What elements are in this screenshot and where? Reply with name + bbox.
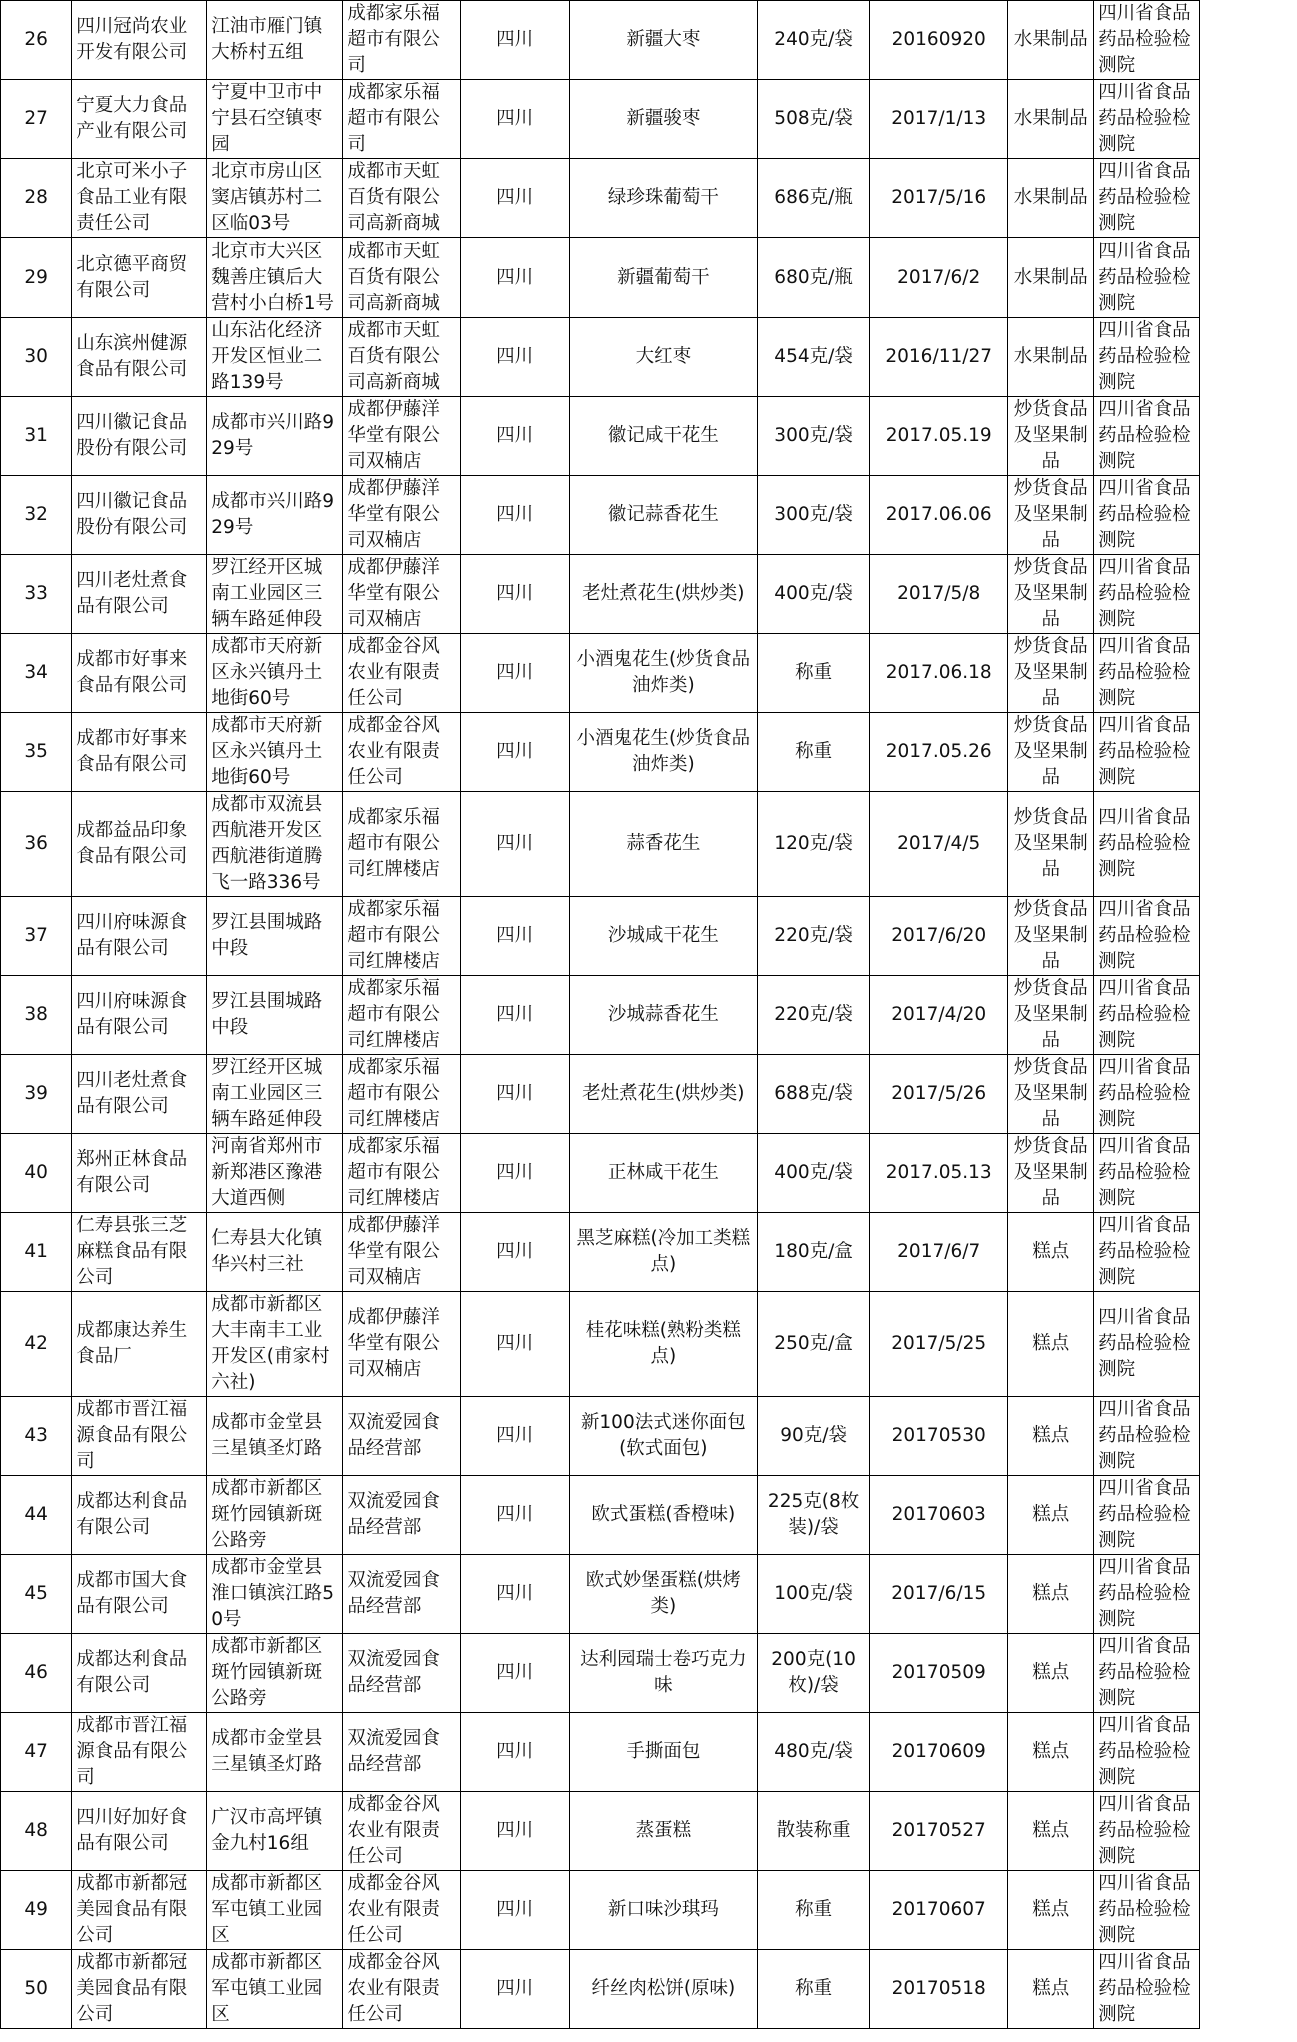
sampled-unit-cell: 双流爱园食品经营部 <box>343 1634 460 1713</box>
testing-institution-cell: 四川省食品药品检验检测院 <box>1094 976 1200 1055</box>
specification-cell: 508克/袋 <box>758 80 870 159</box>
production-date-cell: 2016/11/27 <box>870 318 1008 397</box>
province-cell: 四川 <box>460 713 569 792</box>
production-date-cell: 2017/5/25 <box>870 1292 1008 1397</box>
row-number-cell: 49 <box>1 1871 72 1950</box>
manufacturer-address-cell: 成都市金堂县淮口镇滨江路50号 <box>207 1555 343 1634</box>
sampled-unit-cell: 双流爱园食品经营部 <box>343 1397 460 1476</box>
testing-institution-cell: 四川省食品药品检验检测院 <box>1094 1476 1200 1555</box>
sampled-unit-cell: 成都伊藤洋华堂有限公司双楠店 <box>343 1292 460 1397</box>
manufacturer-cell: 宁夏大力食品产业有限公司 <box>72 80 207 159</box>
specification-cell: 240克/袋 <box>758 1 870 80</box>
food-category-cell: 炒货食品及坚果制品 <box>1008 1055 1094 1134</box>
sampled-unit-cell: 成都家乐福超市有限公司红牌楼店 <box>343 976 460 1055</box>
manufacturer-cell: 成都市好事来食品有限公司 <box>72 713 207 792</box>
manufacturer-address-cell: 江油市雁门镇大桥村五组 <box>207 1 343 80</box>
testing-institution-cell: 四川省食品药品检验检测院 <box>1094 1950 1200 2029</box>
food-category-cell: 炒货食品及坚果制品 <box>1008 713 1094 792</box>
food-category-cell: 炒货食品及坚果制品 <box>1008 792 1094 897</box>
food-category-cell: 糕点 <box>1008 1792 1094 1871</box>
testing-institution-cell: 四川省食品药品检验检测院 <box>1094 1134 1200 1213</box>
table-body <box>1 1 1200 2029</box>
row-number-cell: 37 <box>1 897 72 976</box>
table-row <box>1 1 1200 80</box>
specification-cell: 称重 <box>758 1950 870 2029</box>
province-cell: 四川 <box>460 1397 569 1476</box>
specification-cell: 称重 <box>758 713 870 792</box>
product-name-cell: 绿珍珠葡萄干 <box>569 159 757 238</box>
manufacturer-cell: 郑州正林食品有限公司 <box>72 1134 207 1213</box>
manufacturer-cell: 成都市晋江福源食品有限公司 <box>72 1397 207 1476</box>
table-row <box>1 792 1200 897</box>
sampled-unit-cell: 成都金谷风农业有限责任公司 <box>343 1950 460 2029</box>
product-name-cell: 黑芝麻糕(冷加工类糕点) <box>569 1213 757 1292</box>
manufacturer-address-cell: 仁寿县大化镇华兴村三社 <box>207 1213 343 1292</box>
manufacturer-address-cell: 罗江县围城路中段 <box>207 976 343 1055</box>
specification-cell: 250克/盒 <box>758 1292 870 1397</box>
specification-cell: 225克(8枚装)/袋 <box>758 1476 870 1555</box>
production-date-cell: 20170603 <box>870 1476 1008 1555</box>
food-category-cell: 糕点 <box>1008 1634 1094 1713</box>
product-name-cell: 欧式蛋糕(香橙味) <box>569 1476 757 1555</box>
production-date-cell: 2017.05.19 <box>870 397 1008 476</box>
province-cell: 四川 <box>460 1213 569 1292</box>
sampled-unit-cell: 成都伊藤洋华堂有限公司双楠店 <box>343 555 460 634</box>
specification-cell: 400克/袋 <box>758 555 870 634</box>
table-row <box>1 397 1200 476</box>
production-date-cell: 2017.05.26 <box>870 713 1008 792</box>
specification-cell: 220克/袋 <box>758 976 870 1055</box>
province-cell: 四川 <box>460 897 569 976</box>
sampled-unit-cell: 双流爱园食品经营部 <box>343 1476 460 1555</box>
specification-cell: 180克/盒 <box>758 1213 870 1292</box>
manufacturer-address-cell: 成都市新都区斑竹园镇新斑公路旁 <box>207 1634 343 1713</box>
row-number-cell: 48 <box>1 1792 72 1871</box>
specification-cell: 称重 <box>758 634 870 713</box>
testing-institution-cell: 四川省食品药品检验检测院 <box>1094 476 1200 555</box>
province-cell: 四川 <box>460 634 569 713</box>
specification-cell: 454克/袋 <box>758 318 870 397</box>
row-number-cell: 33 <box>1 555 72 634</box>
testing-institution-cell: 四川省食品药品检验检测院 <box>1094 1213 1200 1292</box>
table-row <box>1 1397 1200 1476</box>
testing-institution-cell: 四川省食品药品检验检测院 <box>1094 1792 1200 1871</box>
row-number-cell: 26 <box>1 1 72 80</box>
sampled-unit-cell: 成都金谷风农业有限责任公司 <box>343 713 460 792</box>
testing-institution-cell: 四川省食品药品检验检测院 <box>1094 792 1200 897</box>
manufacturer-cell: 北京可米小子食品工业有限责任公司 <box>72 159 207 238</box>
row-number-cell: 43 <box>1 1397 72 1476</box>
sampled-unit-cell: 成都家乐福超市有限公司红牌楼店 <box>343 1055 460 1134</box>
province-cell: 四川 <box>460 1476 569 1555</box>
manufacturer-cell: 北京德平商贸有限公司 <box>72 238 207 318</box>
production-date-cell: 2017.06.06 <box>870 476 1008 555</box>
manufacturer-address-cell: 成都市新都区军屯镇工业园区 <box>207 1871 343 1950</box>
product-name-cell: 纤丝肉松饼(原味) <box>569 1950 757 2029</box>
product-name-cell: 桂花味糕(熟粉类糕点) <box>569 1292 757 1397</box>
production-date-cell: 2017/6/7 <box>870 1213 1008 1292</box>
province-cell: 四川 <box>460 792 569 897</box>
specification-cell: 686克/瓶 <box>758 159 870 238</box>
product-name-cell: 正林咸干花生 <box>569 1134 757 1213</box>
product-name-cell: 手撕面包 <box>569 1713 757 1792</box>
table-row <box>1 1871 1200 1950</box>
row-number-cell: 45 <box>1 1555 72 1634</box>
testing-institution-cell: 四川省食品药品检验检测院 <box>1094 1871 1200 1950</box>
manufacturer-cell: 成都康达养生食品厂 <box>72 1292 207 1397</box>
production-date-cell: 20160920 <box>870 1 1008 80</box>
sampled-unit-cell: 双流爱园食品经营部 <box>343 1713 460 1792</box>
production-date-cell: 2017/4/5 <box>870 792 1008 897</box>
table-row <box>1 1292 1200 1397</box>
province-cell: 四川 <box>460 976 569 1055</box>
manufacturer-address-cell: 罗江县围城路中段 <box>207 897 343 976</box>
food-category-cell: 水果制品 <box>1008 1 1094 80</box>
testing-institution-cell: 四川省食品药品检验检测院 <box>1094 238 1200 318</box>
testing-institution-cell: 四川省食品药品检验检测院 <box>1094 634 1200 713</box>
product-name-cell: 徽记咸干花生 <box>569 397 757 476</box>
row-number-cell: 39 <box>1 1055 72 1134</box>
testing-institution-cell: 四川省食品药品检验检测院 <box>1094 318 1200 397</box>
testing-institution-cell: 四川省食品药品检验检测院 <box>1094 159 1200 238</box>
product-name-cell: 新100法式迷你面包(软式面包) <box>569 1397 757 1476</box>
food-category-cell: 炒货食品及坚果制品 <box>1008 555 1094 634</box>
specification-cell: 称重 <box>758 1871 870 1950</box>
food-category-cell: 炒货食品及坚果制品 <box>1008 897 1094 976</box>
table-row <box>1 1055 1200 1134</box>
manufacturer-address-cell: 北京市大兴区魏善庄镇后大营村小白桥1号 <box>207 238 343 318</box>
specification-cell: 220克/袋 <box>758 897 870 976</box>
food-category-cell: 炒货食品及坚果制品 <box>1008 1134 1094 1213</box>
product-name-cell: 沙城蒜香花生 <box>569 976 757 1055</box>
row-number-cell: 42 <box>1 1292 72 1397</box>
testing-institution-cell: 四川省食品药品检验检测院 <box>1094 397 1200 476</box>
manufacturer-cell: 四川老灶煮食品有限公司 <box>72 555 207 634</box>
food-category-cell: 炒货食品及坚果制品 <box>1008 976 1094 1055</box>
product-name-cell: 蒸蛋糕 <box>569 1792 757 1871</box>
sampled-unit-cell: 成都市天虹百货有限公司高新商城 <box>343 318 460 397</box>
sampled-unit-cell: 成都家乐福超市有限公司红牌楼店 <box>343 897 460 976</box>
manufacturer-address-cell: 罗江经开区城南工业园区三辆车路延伸段 <box>207 1055 343 1134</box>
manufacturer-address-cell: 河南省郑州市新郑港区豫港大道西侧 <box>207 1134 343 1213</box>
product-name-cell: 老灶煮花生(烘炒类) <box>569 1055 757 1134</box>
food-category-cell: 糕点 <box>1008 1555 1094 1634</box>
table-row <box>1 159 1200 238</box>
row-number-cell: 28 <box>1 159 72 238</box>
manufacturer-cell: 四川冠尚农业开发有限公司 <box>72 1 207 80</box>
production-date-cell: 20170609 <box>870 1713 1008 1792</box>
food-category-cell: 炒货食品及坚果制品 <box>1008 397 1094 476</box>
testing-institution-cell: 四川省食品药品检验检测院 <box>1094 1555 1200 1634</box>
province-cell: 四川 <box>460 1950 569 2029</box>
sampled-unit-cell: 成都市天虹百货有限公司高新商城 <box>343 159 460 238</box>
production-date-cell: 2017/6/20 <box>870 897 1008 976</box>
product-name-cell: 徽记蒜香花生 <box>569 476 757 555</box>
province-cell: 四川 <box>460 555 569 634</box>
table-row <box>1 1792 1200 1871</box>
production-date-cell: 20170509 <box>870 1634 1008 1713</box>
food-category-cell: 糕点 <box>1008 1950 1094 2029</box>
food-category-cell: 糕点 <box>1008 1397 1094 1476</box>
product-name-cell: 欧式妙堡蛋糕(烘烤类) <box>569 1555 757 1634</box>
production-date-cell: 2017.06.18 <box>870 634 1008 713</box>
manufacturer-cell: 成都达利食品有限公司 <box>72 1634 207 1713</box>
specification-cell: 480克/袋 <box>758 1713 870 1792</box>
specification-cell: 300克/袋 <box>758 397 870 476</box>
product-name-cell: 新口味沙琪玛 <box>569 1871 757 1950</box>
testing-institution-cell: 四川省食品药品检验检测院 <box>1094 1055 1200 1134</box>
table-row <box>1 1950 1200 2029</box>
specification-cell: 688克/袋 <box>758 1055 870 1134</box>
province-cell: 四川 <box>460 1871 569 1950</box>
production-date-cell: 2017/6/15 <box>870 1555 1008 1634</box>
province-cell: 四川 <box>460 80 569 159</box>
manufacturer-cell: 成都市好事来食品有限公司 <box>72 634 207 713</box>
province-cell: 四川 <box>460 1792 569 1871</box>
product-name-cell: 达利园瑞士卷巧克力味 <box>569 1634 757 1713</box>
row-number-cell: 46 <box>1 1634 72 1713</box>
specification-cell: 100克/袋 <box>758 1555 870 1634</box>
sampled-unit-cell: 成都市天虹百货有限公司高新商城 <box>343 238 460 318</box>
manufacturer-cell: 四川徽记食品股份有限公司 <box>72 397 207 476</box>
manufacturer-cell: 四川老灶煮食品有限公司 <box>72 1055 207 1134</box>
province-cell: 四川 <box>460 1292 569 1397</box>
row-number-cell: 50 <box>1 1950 72 2029</box>
table-row <box>1 555 1200 634</box>
product-name-cell: 大红枣 <box>569 318 757 397</box>
specification-cell: 400克/袋 <box>758 1134 870 1213</box>
food-category-cell: 糕点 <box>1008 1713 1094 1792</box>
province-cell: 四川 <box>460 238 569 318</box>
manufacturer-address-cell: 成都市金堂县三星镇圣灯路 <box>207 1713 343 1792</box>
manufacturer-address-cell: 广汉市高坪镇金九村16组 <box>207 1792 343 1871</box>
province-cell: 四川 <box>460 1555 569 1634</box>
manufacturer-address-cell: 成都市天府新区永兴镇丹土地街60号 <box>207 634 343 713</box>
sampled-unit-cell: 成都家乐福超市有限公司 <box>343 1 460 80</box>
specification-cell: 300克/袋 <box>758 476 870 555</box>
product-name-cell: 小酒鬼花生(炒货食品油炸类) <box>569 713 757 792</box>
food-category-cell: 水果制品 <box>1008 159 1094 238</box>
production-date-cell: 2017/5/26 <box>870 1055 1008 1134</box>
food-category-cell: 糕点 <box>1008 1292 1094 1397</box>
row-number-cell: 36 <box>1 792 72 897</box>
product-name-cell: 蒜香花生 <box>569 792 757 897</box>
table-row <box>1 1555 1200 1634</box>
specification-cell: 120克/袋 <box>758 792 870 897</box>
manufacturer-address-cell: 成都市新都区大丰南丰工业开发区(甫家村六社) <box>207 1292 343 1397</box>
production-date-cell: 2017.05.13 <box>870 1134 1008 1213</box>
testing-institution-cell: 四川省食品药品检验检测院 <box>1094 1634 1200 1713</box>
testing-institution-cell: 四川省食品药品检验检测院 <box>1094 1397 1200 1476</box>
sampled-unit-cell: 双流爱园食品经营部 <box>343 1555 460 1634</box>
production-date-cell: 20170607 <box>870 1871 1008 1950</box>
row-number-cell: 32 <box>1 476 72 555</box>
row-number-cell: 47 <box>1 1713 72 1792</box>
specification-cell: 散装称重 <box>758 1792 870 1871</box>
row-number-cell: 40 <box>1 1134 72 1213</box>
sampled-unit-cell: 成都家乐福超市有限公司红牌楼店 <box>343 1134 460 1213</box>
manufacturer-cell: 成都市国大食品有限公司 <box>72 1555 207 1634</box>
specification-cell: 90克/袋 <box>758 1397 870 1476</box>
province-cell: 四川 <box>460 1055 569 1134</box>
sampled-unit-cell: 成都金谷风农业有限责任公司 <box>343 1792 460 1871</box>
manufacturer-cell: 成都市新都冠美园食品有限公司 <box>72 1950 207 2029</box>
manufacturer-address-cell: 宁夏中卫市中宁县石空镇枣园 <box>207 80 343 159</box>
sampled-unit-cell: 成都金谷风农业有限责任公司 <box>343 1871 460 1950</box>
specification-cell: 680克/瓶 <box>758 238 870 318</box>
food-category-cell: 水果制品 <box>1008 318 1094 397</box>
product-name-cell: 新疆大枣 <box>569 1 757 80</box>
testing-institution-cell: 四川省食品药品检验检测院 <box>1094 897 1200 976</box>
manufacturer-cell: 成都达利食品有限公司 <box>72 1476 207 1555</box>
production-date-cell: 2017/5/8 <box>870 555 1008 634</box>
province-cell: 四川 <box>460 397 569 476</box>
production-date-cell: 20170527 <box>870 1792 1008 1871</box>
product-name-cell: 沙城咸干花生 <box>569 897 757 976</box>
table-row <box>1 976 1200 1055</box>
manufacturer-address-cell: 成都市金堂县三星镇圣灯路 <box>207 1397 343 1476</box>
production-date-cell: 2017/1/13 <box>870 80 1008 159</box>
province-cell: 四川 <box>460 318 569 397</box>
sampled-unit-cell: 成都金谷风农业有限责任公司 <box>343 634 460 713</box>
table-row <box>1 1713 1200 1792</box>
production-date-cell: 2017/5/16 <box>870 159 1008 238</box>
product-name-cell: 新疆骏枣 <box>569 80 757 159</box>
testing-institution-cell: 四川省食品药品检验检测院 <box>1094 555 1200 634</box>
manufacturer-cell: 山东滨州健源食品有限公司 <box>72 318 207 397</box>
production-date-cell: 2017/4/20 <box>870 976 1008 1055</box>
province-cell: 四川 <box>460 159 569 238</box>
row-number-cell: 38 <box>1 976 72 1055</box>
testing-institution-cell: 四川省食品药品检验检测院 <box>1094 1 1200 80</box>
manufacturer-address-cell: 成都市兴川路929号 <box>207 476 343 555</box>
production-date-cell: 20170518 <box>870 1950 1008 2029</box>
testing-institution-cell: 四川省食品药品检验检测院 <box>1094 1292 1200 1397</box>
food-category-cell: 水果制品 <box>1008 80 1094 159</box>
table-row <box>1 897 1200 976</box>
product-name-cell: 新疆葡萄干 <box>569 238 757 318</box>
food-category-cell: 糕点 <box>1008 1476 1094 1555</box>
table-row <box>1 80 1200 159</box>
specification-cell: 200克(10枚)/袋 <box>758 1634 870 1713</box>
table-row <box>1 713 1200 792</box>
province-cell: 四川 <box>460 476 569 555</box>
manufacturer-address-cell: 成都市新都区军屯镇工业园区 <box>207 1950 343 2029</box>
table-row <box>1 1213 1200 1292</box>
manufacturer-cell: 成都市晋江福源食品有限公司 <box>72 1713 207 1792</box>
province-cell: 四川 <box>460 1 569 80</box>
production-date-cell: 20170530 <box>870 1397 1008 1476</box>
manufacturer-address-cell: 成都市兴川路929号 <box>207 397 343 476</box>
table-row <box>1 318 1200 397</box>
table-row <box>1 238 1200 318</box>
manufacturer-address-cell: 山东沾化经济开发区恒业二路139号 <box>207 318 343 397</box>
row-number-cell: 35 <box>1 713 72 792</box>
sampled-unit-cell: 成都伊藤洋华堂有限公司双楠店 <box>343 476 460 555</box>
testing-institution-cell: 四川省食品药品检验检测院 <box>1094 713 1200 792</box>
province-cell: 四川 <box>460 1134 569 1213</box>
row-number-cell: 30 <box>1 318 72 397</box>
row-number-cell: 29 <box>1 238 72 318</box>
table-row <box>1 1476 1200 1555</box>
manufacturer-address-cell: 成都市双流县西航港开发区西航港街道腾飞一路336号 <box>207 792 343 897</box>
manufacturer-address-cell: 北京市房山区窦店镇苏村二区临03号 <box>207 159 343 238</box>
testing-institution-cell: 四川省食品药品检验检测院 <box>1094 1713 1200 1792</box>
food-category-cell: 炒货食品及坚果制品 <box>1008 476 1094 555</box>
manufacturer-address-cell: 罗江经开区城南工业园区三辆车路延伸段 <box>207 555 343 634</box>
manufacturer-cell: 四川府味源食品有限公司 <box>72 976 207 1055</box>
product-name-cell: 老灶煮花生(烘炒类) <box>569 555 757 634</box>
province-cell: 四川 <box>460 1713 569 1792</box>
table-row <box>1 634 1200 713</box>
food-category-cell: 水果制品 <box>1008 238 1094 318</box>
table-row <box>1 1134 1200 1213</box>
testing-institution-cell: 四川省食品药品检验检测院 <box>1094 80 1200 159</box>
food-category-cell: 糕点 <box>1008 1871 1094 1950</box>
row-number-cell: 41 <box>1 1213 72 1292</box>
row-number-cell: 31 <box>1 397 72 476</box>
manufacturer-cell: 四川府味源食品有限公司 <box>72 897 207 976</box>
manufacturer-address-cell: 成都市天府新区永兴镇丹土地街60号 <box>207 713 343 792</box>
food-category-cell: 糕点 <box>1008 1213 1094 1292</box>
product-name-cell: 小酒鬼花生(炒货食品油炸类) <box>569 634 757 713</box>
row-number-cell: 34 <box>1 634 72 713</box>
sampled-unit-cell: 成都伊藤洋华堂有限公司双楠店 <box>343 397 460 476</box>
row-number-cell: 44 <box>1 1476 72 1555</box>
manufacturer-cell: 四川徽记食品股份有限公司 <box>72 476 207 555</box>
table-row <box>1 1634 1200 1713</box>
manufacturer-cell: 仁寿县张三芝麻糕食品有限公司 <box>72 1213 207 1292</box>
manufacturer-address-cell: 成都市新都区斑竹园镇新斑公路旁 <box>207 1476 343 1555</box>
table-row <box>1 476 1200 555</box>
row-number-cell: 27 <box>1 80 72 159</box>
sampled-unit-cell: 成都家乐福超市有限公司红牌楼店 <box>343 792 460 897</box>
production-date-cell: 2017/6/2 <box>870 238 1008 318</box>
sampled-unit-cell: 成都家乐福超市有限公司 <box>343 80 460 159</box>
food-category-cell: 炒货食品及坚果制品 <box>1008 634 1094 713</box>
manufacturer-cell: 成都市新都冠美园食品有限公司 <box>72 1871 207 1950</box>
manufacturer-cell: 成都益品印象食品有限公司 <box>72 792 207 897</box>
sampled-unit-cell: 成都伊藤洋华堂有限公司双楠店 <box>343 1213 460 1292</box>
manufacturer-cell: 四川好加好食品有限公司 <box>72 1792 207 1871</box>
province-cell: 四川 <box>460 1634 569 1713</box>
